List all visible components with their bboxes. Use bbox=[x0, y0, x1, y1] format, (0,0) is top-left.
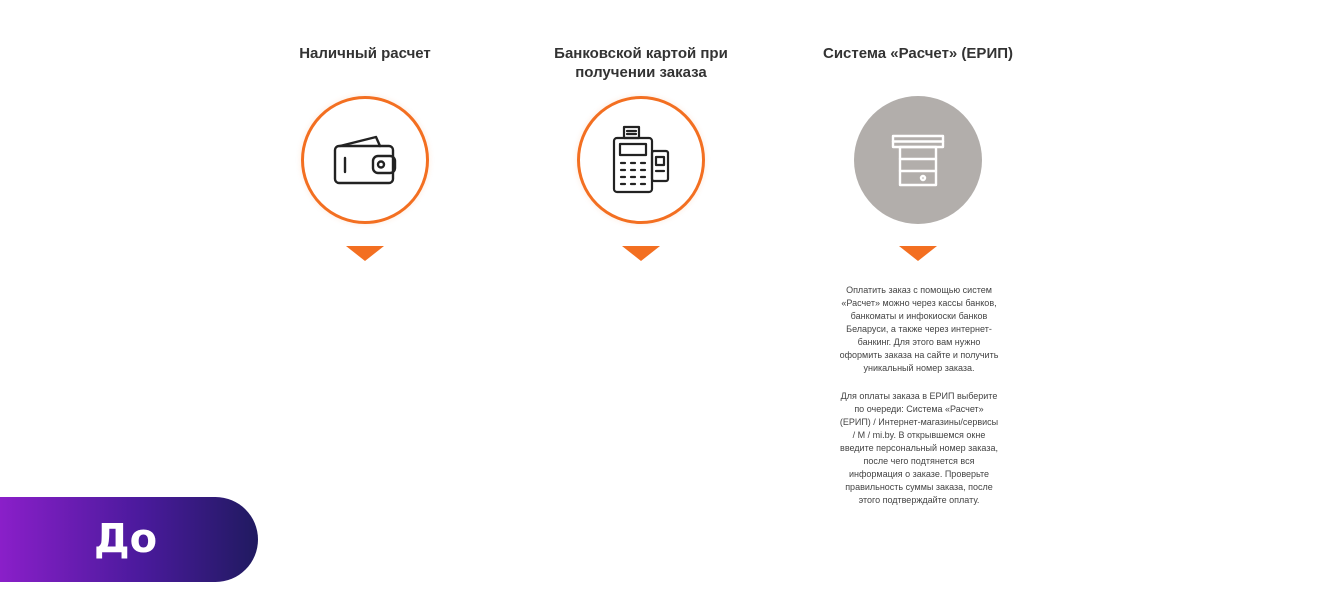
payment-option-card-button[interactable] bbox=[577, 96, 705, 224]
expand-arrow-icon bbox=[622, 246, 660, 261]
payment-option-title: Наличный расчет bbox=[299, 45, 431, 62]
erip-description bbox=[838, 284, 1000, 522]
wallet-icon bbox=[332, 134, 398, 186]
payment-option-title: Банковской картой при получении заказа bbox=[554, 45, 728, 81]
payment-option-cash-button[interactable] bbox=[301, 96, 429, 224]
erip-description-paragraph: Для оплаты заказа в ЕРИП выберите по очереди: Система «Расчет» (ЕРИП) / Интернет-магазины/сервисы / M / mi.by. В открывшемся окне введите персональный номер заказа, после чего подтянется вся информация о заказе. Проверьте правильность суммы заказа, после этого подтверждайте оплату. bbox=[839, 391, 999, 505]
expand-arrow-icon bbox=[346, 246, 384, 261]
card-terminal-icon bbox=[611, 125, 671, 195]
atm-icon bbox=[890, 133, 946, 187]
payment-option-erip-button[interactable] bbox=[854, 96, 982, 224]
erip-description-paragraph: Оплатить заказ с помощью систем «Расчет» можно через кассы банков, банкоматы и инфокиоски банков Беларуси, а также через интернет-банкинг. Для этого вам нужно оформить заказа на сайте и получить уникальный номер заказа. bbox=[839, 285, 999, 373]
payment-option-title: Система «Расчет» (ЕРИП) bbox=[822, 45, 1013, 62]
expand-arrow-icon bbox=[899, 246, 937, 261]
before-badge bbox=[0, 497, 258, 582]
badge-label: До bbox=[94, 516, 158, 562]
